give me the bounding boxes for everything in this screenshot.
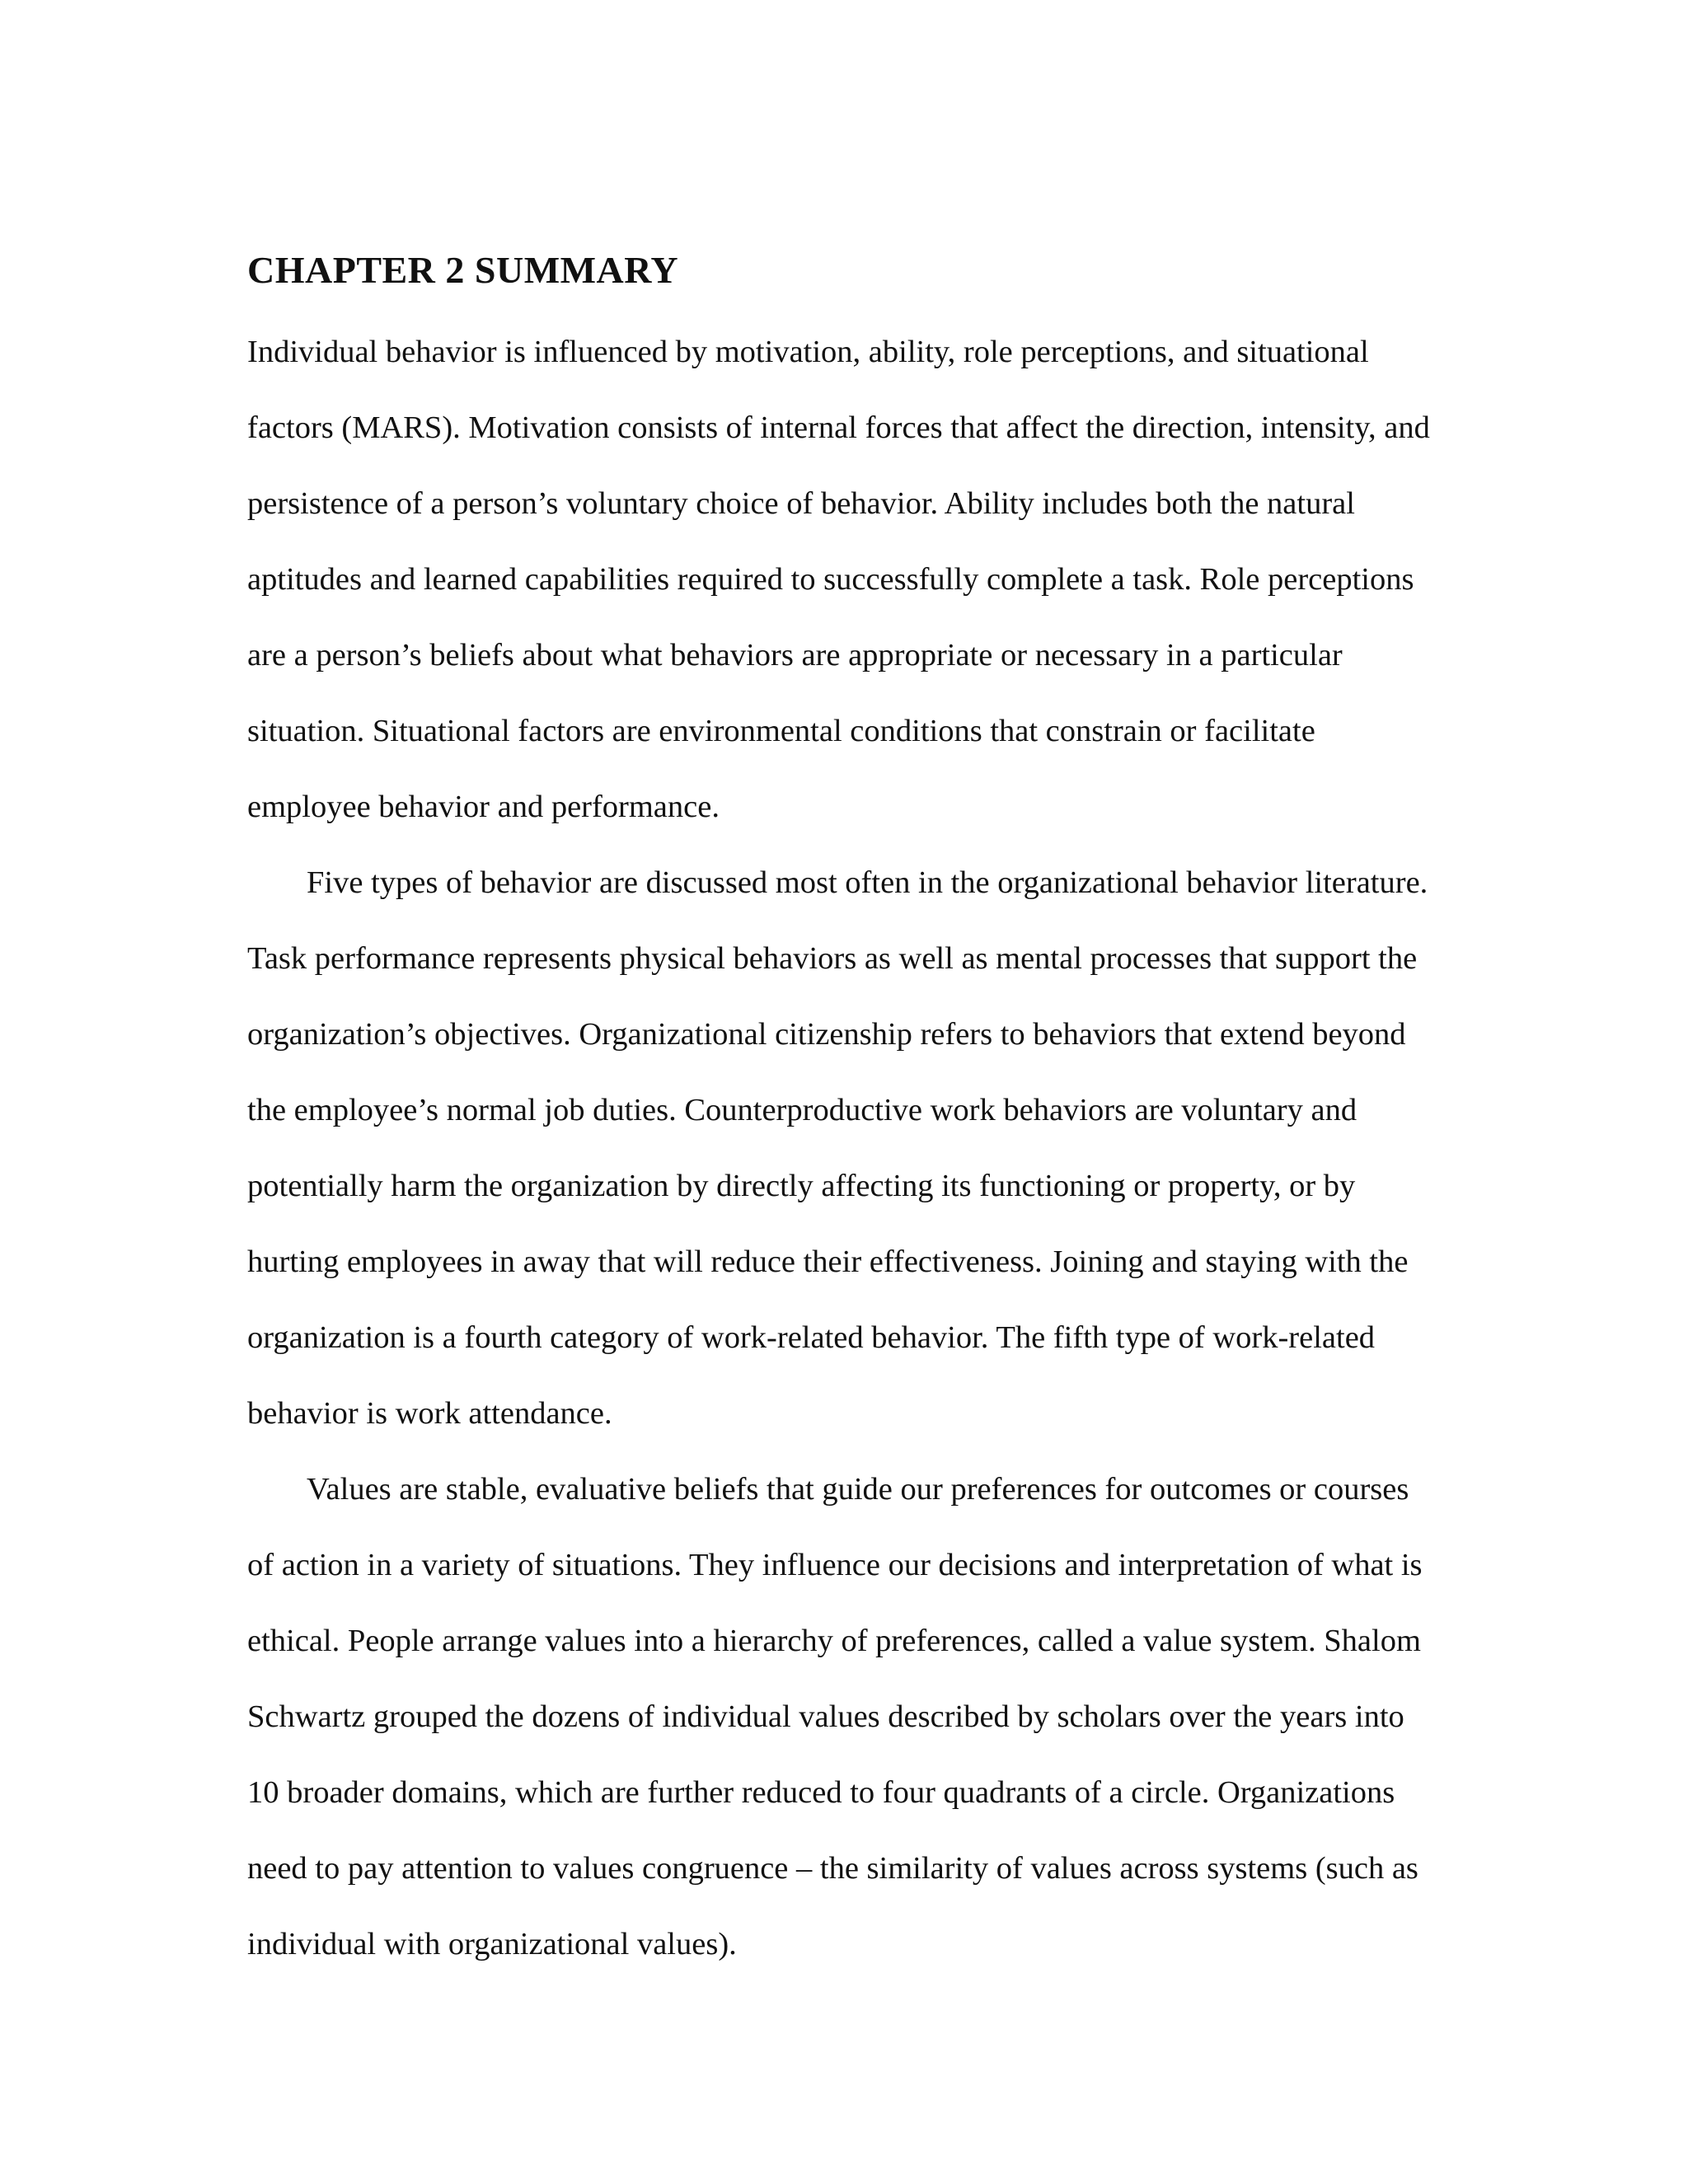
summary-paragraph-behavior-types: Five types of behavior are discussed most often in the organizational behavior literature. Task performance represents physical behaviors as well as mental processes that support the organization’s objectives. Organizational citizenship refers to behaviors that extend beyond the employee’s normal job duties. Counterproductive work behaviors are voluntary and potentially harm the organization by directly affecting its functioning or property, or by hurting employees in away that will reduce their effectiveness. Joining and staying with the organization is a fourth category of work-related behavior. The fifth type of work-related behavior is work attendance. bbox=[247, 865, 1428, 1431]
chapter-title: CHAPTER 2 SUMMARY bbox=[247, 249, 679, 291]
summary-paragraph-mars: Individual behavior is influenced by motivation, ability, role perceptions, and situational factors (MARS). Motivation consists of internal forces that affect the direction, intensity, and persistence of a person’s voluntary choice of behavior. Ability includes both the natural aptitudes and learned capabilities required to successfully complete a task. Role perceptions are a person’s beliefs about what behaviors are appropriate or necessary in a particular situation. Situational factors are environmental conditions that constrain or facilitate employee behavior and performance. bbox=[247, 335, 1430, 824]
document-body bbox=[247, 243, 1442, 1982]
summary-paragraph-values: Values are stable, evaluative beliefs that guide our preferences for outcomes or courses of action in a variety of situations. They influence our decisions and interpretation of what is ethical. People arrange values into a hierarchy of preferences, called a value system. Shalom Schwartz grouped the dozens of individual values described by scholars over the years into 10 broader domains, which are further reduced to four quadrants of a circle. Organizations need to pay attention to values congruence – the similarity of values across systems (such as individual with organizational values). bbox=[247, 1472, 1423, 1961]
